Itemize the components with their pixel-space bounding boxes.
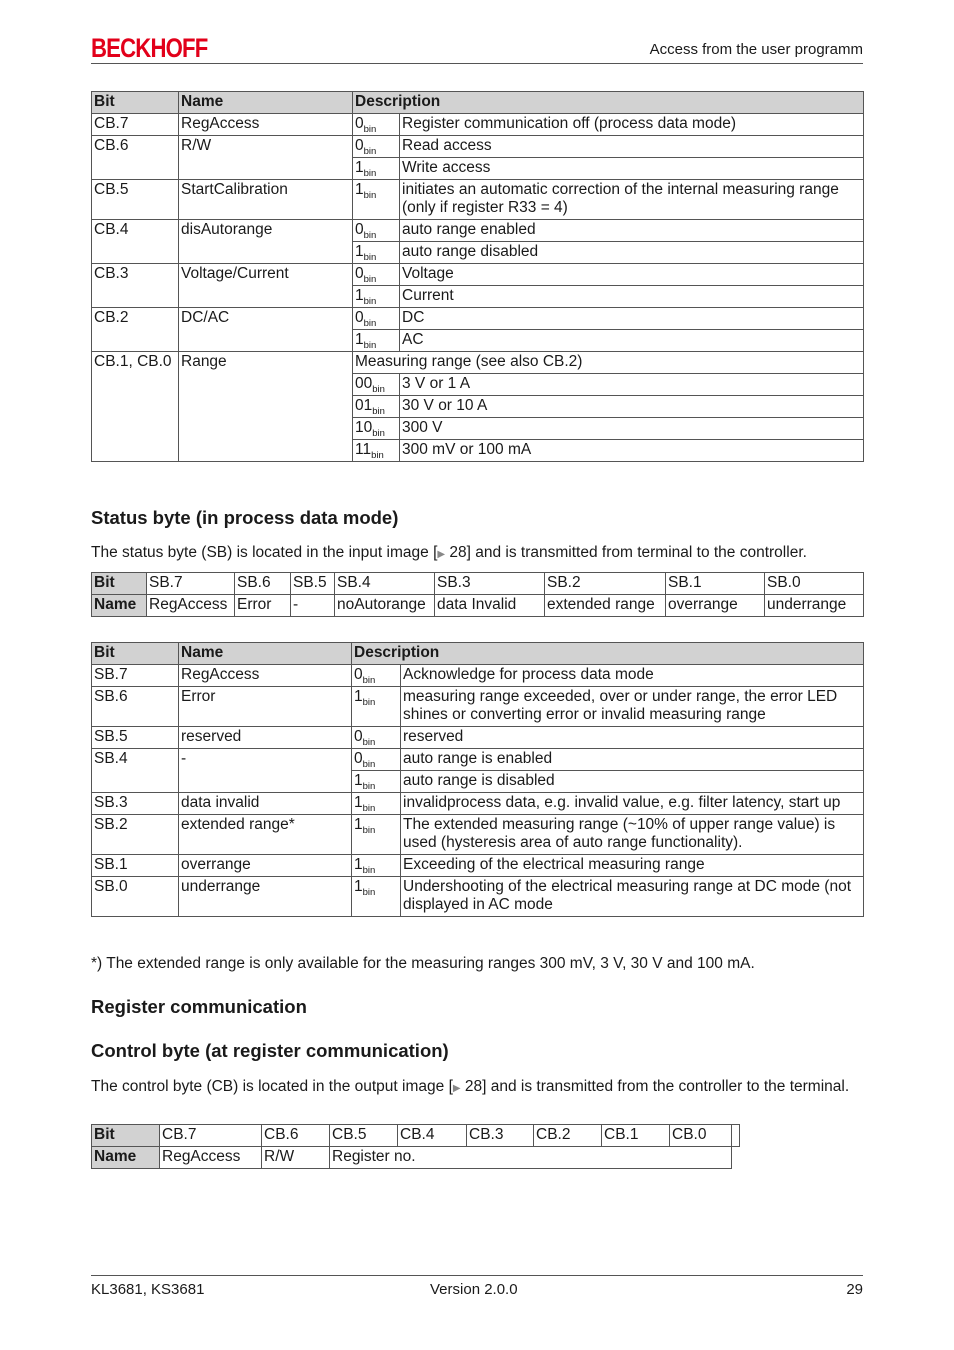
value-cell xyxy=(353,440,400,462)
footer-product: KL3681, KS3681 xyxy=(91,1281,205,1298)
link-arrow-icon: ▶ xyxy=(452,1083,461,1094)
overview-name-cell: Register no. xyxy=(330,1147,732,1169)
table-row xyxy=(92,793,864,815)
name-cell: reserved xyxy=(179,727,352,749)
name-cell: data invalid xyxy=(179,793,352,815)
bit-cell: SB.7 xyxy=(92,665,179,687)
bit-cell: CB.5 xyxy=(92,180,179,220)
binary-value: 0 xyxy=(354,750,363,767)
overview-bit-cell: CB.7 xyxy=(160,1125,262,1147)
description-cell: initiates an automatic correction of the internal measuring range (only if register R33 = 4) xyxy=(400,180,864,220)
table-row xyxy=(92,749,864,771)
value-cell xyxy=(353,396,400,418)
binary-value: 1 xyxy=(355,243,364,260)
bit-cell: CB.4 xyxy=(92,220,179,264)
description-cell: Voltage xyxy=(400,264,864,286)
input-image-page-link[interactable]: 28] xyxy=(449,544,471,561)
unit-subscript: bin xyxy=(362,781,376,792)
unit-subscript: bin xyxy=(362,825,376,836)
col-header-description: Description xyxy=(352,643,864,665)
status-byte-heading: Status byte (in process data mode) xyxy=(91,507,399,528)
description-cell: Exceeding of the electrical measuring range xyxy=(401,855,864,877)
table-header-row xyxy=(92,643,864,665)
overview-bit-cell: SB.2 xyxy=(545,573,666,595)
row-label-bit: Bit xyxy=(92,573,147,595)
overview-name-cell: extended range xyxy=(545,595,666,617)
value-cell xyxy=(352,877,401,917)
unit-subscript: bin xyxy=(362,865,376,876)
control-byte-register-heading: Control byte (at register communication) xyxy=(91,1040,449,1061)
overview-bit-cell: SB.5 xyxy=(291,573,335,595)
overview-name-cell: R/W xyxy=(262,1147,330,1169)
value-cell xyxy=(353,242,400,264)
unit-subscript: bin xyxy=(362,737,376,748)
bit-cell: CB.1, CB.0 xyxy=(92,352,179,462)
control-byte-table xyxy=(91,91,864,462)
overview-empty-cell xyxy=(732,1125,740,1147)
register-communication-heading: Register communication xyxy=(91,996,307,1017)
binary-value: 01 xyxy=(355,397,373,414)
table-row xyxy=(92,136,864,158)
binary-value: 0 xyxy=(355,265,364,282)
status-intro-text xyxy=(91,543,863,564)
overview-bit-cell: SB.6 xyxy=(235,573,291,595)
overview-bit-row xyxy=(92,573,864,595)
status-byte-overview-table xyxy=(91,572,864,617)
table-row xyxy=(92,855,864,877)
description-cell: 30 V or 10 A xyxy=(400,396,864,418)
output-image-page-link[interactable]: 28] xyxy=(464,1078,487,1095)
name-cell: disAutorange xyxy=(179,220,353,264)
description-cell: invalidprocess data, e.g. invalid value, e.g. filter latency, start up xyxy=(401,793,864,815)
overview-bit-cell: CB.3 xyxy=(467,1125,534,1147)
table-row xyxy=(92,308,864,330)
row-label-bit: Bit xyxy=(92,1125,160,1147)
name-cell: Range xyxy=(179,352,353,462)
overview-name-row xyxy=(92,595,864,617)
col-header-bit: Bit xyxy=(92,643,179,665)
description-cell: Register communication off (process data mode) xyxy=(400,114,864,136)
unit-subscript: bin xyxy=(372,428,385,439)
overview-name-cell: - xyxy=(291,595,335,617)
control-byte-overview-table xyxy=(91,1124,740,1169)
binary-value: 1 xyxy=(355,159,364,176)
description-cell: DC xyxy=(400,308,864,330)
control-intro-pre: The control byte (CB) is located in the xyxy=(91,1078,355,1095)
overview-name-cell: underrange xyxy=(765,595,864,617)
description-cell: Current xyxy=(400,286,864,308)
footer-version: Version 2.0.0 xyxy=(430,1281,518,1298)
binary-value: 0 xyxy=(355,137,364,154)
binary-value: 11 xyxy=(355,441,372,458)
description-cell: The extended measuring range (~10% of upper range value) is used (hysteresis area of auto range functionality). xyxy=(401,815,864,855)
table-row xyxy=(92,220,864,242)
unit-subscript: bin xyxy=(363,296,377,307)
overview-name-cell: RegAccess xyxy=(147,595,235,617)
description-cell: 300 mV or 100 mA xyxy=(400,440,864,462)
overview-bit-cell: CB.5 xyxy=(330,1125,398,1147)
description-cell: Acknowledge for process data mode xyxy=(401,665,864,687)
binary-value: 0 xyxy=(355,115,364,132)
bit-cell: SB.0 xyxy=(92,877,179,917)
col-header-description: Description xyxy=(353,92,864,114)
value-cell xyxy=(352,793,401,815)
header-section-title: Access from the user programm xyxy=(649,41,863,58)
value-cell xyxy=(353,286,400,308)
table-row xyxy=(92,114,864,136)
overview-bit-cell: SB.1 xyxy=(666,573,765,595)
description-cell: measuring range exceeded, over or under range, the error LED shines or converting error or invalid measuring range xyxy=(401,687,864,727)
link-arrow-icon: ▶ xyxy=(437,549,446,560)
overview-bit-cell: CB.0 xyxy=(670,1125,732,1147)
binary-value: 1 xyxy=(355,331,364,348)
description-cell: 3 V or 1 A xyxy=(400,374,864,396)
bit-cell: SB.6 xyxy=(92,687,179,727)
binary-value: 1 xyxy=(355,181,364,198)
col-header-name: Name xyxy=(179,643,352,665)
unit-subscript: bin xyxy=(363,274,377,285)
table-row xyxy=(92,665,864,687)
value-cell xyxy=(353,330,400,352)
value-cell xyxy=(352,665,401,687)
value-cell xyxy=(353,180,400,220)
col-header-name: Name xyxy=(179,92,353,114)
table-row xyxy=(92,180,864,220)
overview-name-cell: noAutorange xyxy=(335,595,435,617)
binary-value: 10 xyxy=(355,419,373,436)
unit-subscript: bin xyxy=(363,252,377,263)
binary-value: 1 xyxy=(354,816,363,833)
description-cell: auto range enabled xyxy=(400,220,864,242)
value-cell xyxy=(352,771,401,793)
table-header-row xyxy=(92,92,864,114)
description-cell: auto range disabled xyxy=(400,242,864,264)
overview-name-cell: overrange xyxy=(666,595,765,617)
overview-bit-row xyxy=(92,1125,740,1147)
table-row xyxy=(92,877,864,917)
unit-subscript: bin xyxy=(372,384,385,395)
binary-value: 0 xyxy=(355,309,364,326)
value-cell xyxy=(353,158,400,180)
overview-bit-cell: SB.0 xyxy=(765,573,864,595)
name-cell: R/W xyxy=(179,136,353,180)
table-row xyxy=(92,815,864,855)
unit-subscript: bin xyxy=(362,675,376,686)
beckhoff-logo: BECKHOFF xyxy=(91,33,208,63)
description-cell: Write access xyxy=(400,158,864,180)
table-row xyxy=(92,727,864,749)
status-intro-post: and is transmitted from terminal to the controller. xyxy=(470,544,807,561)
description-cell: Undershooting of the electrical measuring range at DC mode (not displayed in AC mode xyxy=(401,877,864,917)
unit-subscript: bin xyxy=(363,146,377,157)
value-cell xyxy=(352,727,401,749)
name-cell: StartCalibration xyxy=(179,180,353,220)
value-cell xyxy=(353,374,400,396)
name-cell: DC/AC xyxy=(179,308,353,352)
value-cell xyxy=(353,264,400,286)
unit-subscript: bin xyxy=(372,406,385,417)
value-cell xyxy=(353,220,400,242)
binary-value: 1 xyxy=(354,856,363,873)
binary-value: 0 xyxy=(354,728,363,745)
bit-cell: SB.2 xyxy=(92,815,179,855)
value-cell xyxy=(352,687,401,727)
binary-value: 00 xyxy=(355,375,373,392)
footer-divider xyxy=(91,1275,863,1276)
bracket: [ xyxy=(448,1078,453,1095)
bit-cell: CB.7 xyxy=(92,114,179,136)
unit-subscript: bin xyxy=(362,759,376,770)
value-cell xyxy=(353,418,400,440)
description-cell: auto range is enabled xyxy=(401,749,864,771)
bit-cell: SB.3 xyxy=(92,793,179,815)
bracket: [ xyxy=(433,544,438,561)
description-cell: reserved xyxy=(401,727,864,749)
binary-value: 1 xyxy=(354,878,363,895)
header-divider xyxy=(91,63,863,64)
unit-subscript: bin xyxy=(363,168,377,179)
value-cell xyxy=(353,136,400,158)
col-header-bit: Bit xyxy=(92,92,179,114)
binary-value: 0 xyxy=(355,221,364,238)
binary-value: 1 xyxy=(354,772,363,789)
description-cell: Measuring range (see also CB.2) xyxy=(353,352,864,374)
overview-bit-cell: SB.4 xyxy=(335,573,435,595)
description-cell: auto range is disabled xyxy=(401,771,864,793)
description-cell: AC xyxy=(400,330,864,352)
name-cell: Error xyxy=(179,687,352,727)
input-image-link[interactable]: input image xyxy=(348,544,429,561)
table-row xyxy=(92,687,864,727)
bit-cell: CB.3 xyxy=(92,264,179,308)
output-image-link[interactable]: output image xyxy=(354,1078,445,1095)
unit-subscript: bin xyxy=(371,450,384,461)
row-label-name: Name xyxy=(92,595,147,617)
name-cell: - xyxy=(179,749,352,793)
unit-subscript: bin xyxy=(363,124,377,135)
binary-value: 1 xyxy=(354,688,363,705)
value-cell xyxy=(353,114,400,136)
overview-bit-cell: CB.6 xyxy=(262,1125,330,1147)
status-intro-pre: The status byte (SB) is located in the xyxy=(91,544,349,561)
overview-bit-cell: CB.4 xyxy=(398,1125,467,1147)
control-intro-post: and is transmitted from the controller to the terminal. xyxy=(486,1078,850,1095)
name-cell: overrange xyxy=(179,855,352,877)
name-cell: RegAccess xyxy=(179,665,352,687)
overview-bit-cell: SB.7 xyxy=(147,573,235,595)
bit-cell: CB.6 xyxy=(92,136,179,180)
value-cell xyxy=(352,749,401,771)
description-cell: 300 V xyxy=(400,418,864,440)
overview-name-cell: Error xyxy=(235,595,291,617)
value-cell xyxy=(353,308,400,330)
value-cell xyxy=(352,855,401,877)
description-cell: Read access xyxy=(400,136,864,158)
overview-bit-cell: CB.2 xyxy=(534,1125,602,1147)
overview-name-cell: data Invalid xyxy=(435,595,545,617)
binary-value: 1 xyxy=(355,287,364,304)
unit-subscript: bin xyxy=(362,697,376,708)
control-intro-text xyxy=(91,1077,863,1098)
overview-bit-cell: CB.1 xyxy=(602,1125,670,1147)
row-label-name: Name xyxy=(92,1147,160,1169)
value-cell xyxy=(352,815,401,855)
unit-subscript: bin xyxy=(362,803,376,814)
name-cell: underrange xyxy=(179,877,352,917)
unit-subscript: bin xyxy=(363,190,377,201)
table-row xyxy=(92,352,864,374)
name-cell: RegAccess xyxy=(179,114,353,136)
binary-value: 1 xyxy=(354,794,363,811)
bit-cell: SB.4 xyxy=(92,749,179,793)
overview-name-cell: RegAccess xyxy=(160,1147,262,1169)
name-cell: Voltage/Current xyxy=(179,264,353,308)
status-byte-table xyxy=(91,642,864,917)
table-row xyxy=(92,264,864,286)
bit-cell: CB.2 xyxy=(92,308,179,352)
bit-cell: SB.5 xyxy=(92,727,179,749)
name-cell: extended range* xyxy=(179,815,352,855)
overview-bit-cell: SB.3 xyxy=(435,573,545,595)
bit-cell: SB.1 xyxy=(92,855,179,877)
unit-subscript: bin xyxy=(363,230,377,241)
footnote: *) The extended range is only available for the measuring ranges 300 mV, 3 V, 30 V and 100 mA. xyxy=(91,955,755,972)
overview-name-row xyxy=(92,1147,740,1169)
unit-subscript: bin xyxy=(363,318,377,329)
unit-subscript: bin xyxy=(363,340,377,351)
unit-subscript: bin xyxy=(362,887,376,898)
footer-page-number: 29 xyxy=(846,1281,863,1298)
binary-value: 0 xyxy=(354,666,363,683)
